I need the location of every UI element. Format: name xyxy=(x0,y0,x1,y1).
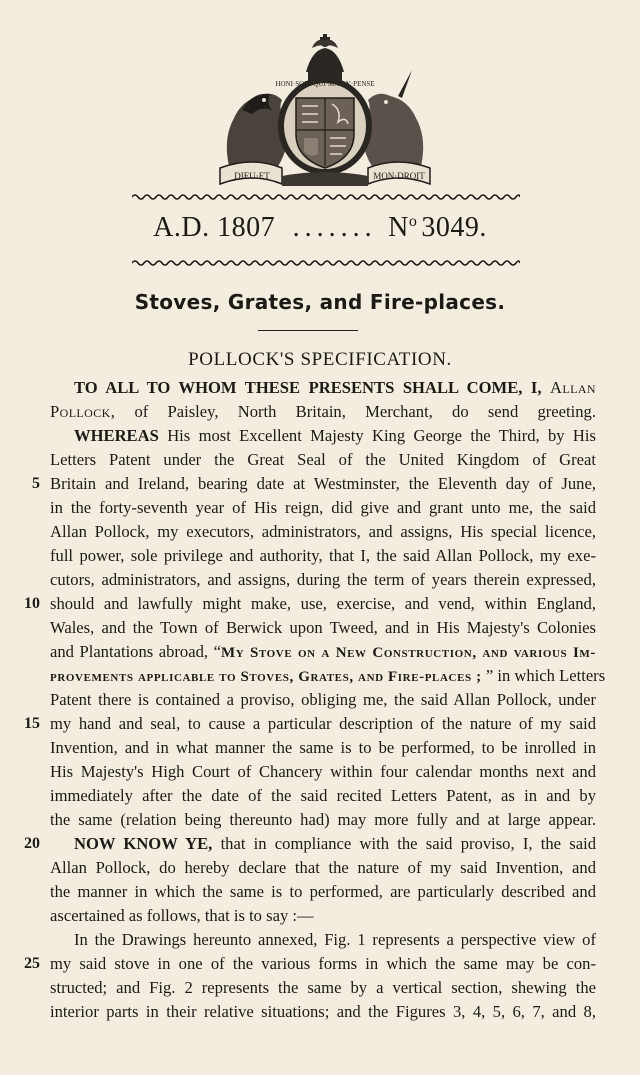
body-line: Allan Pollock, do hereby declare that the nature of my said Invention, and xyxy=(50,858,596,877)
body-line: structed; and Fig. 2 represents the same by a vertical section, shewing the xyxy=(50,978,596,997)
body-line: immediately after the date of the said recited Letters Patent, as in and by xyxy=(50,786,596,805)
body-line: TO ALL TO WHOM THESE PRESENTS SHALL COME, I, Allan xyxy=(74,378,596,397)
body-line: interior parts in their relative situations; and the Figures 3, 4, 5, 6, 7, and 8, xyxy=(50,1002,596,1021)
body-line: Letters Patent under the Great Seal of the United Kingdom of Great xyxy=(50,450,596,469)
number-prefix: N xyxy=(388,212,409,243)
body-line: in the forty-seventh year of His reign, did give and grant unto me, the said xyxy=(50,498,596,517)
body-line: ascertained as follows, that is to say :— xyxy=(50,906,314,925)
body-line: should and lawfully might make, use, exercise, and vend, within England, xyxy=(50,594,596,613)
body-line: His Majesty's High Court of Chancery within four calendar months next and xyxy=(50,762,596,781)
heading-rule xyxy=(258,330,358,331)
body-line: my said stove in one of the various forms in which the same may be con- xyxy=(50,954,596,973)
body-line: Wales, and the Town of Berwick upon Tweed, and in His Majesty's Colonies xyxy=(50,618,596,637)
motto-left: DIEU·ET xyxy=(234,171,270,181)
body-line: the manner in which the same is to performed, are particularly described and xyxy=(50,882,596,901)
body-line: my hand and seal, to cause a particular description of the nature of my said xyxy=(50,714,596,733)
number-sup: o xyxy=(408,213,418,230)
patent-year: A.D. 1807 xyxy=(153,212,276,243)
motto-right: MON·DROIT xyxy=(373,171,425,181)
body-line: provements applicable to Stoves, Grates, and Fire-places ; ” in which Letters xyxy=(50,666,606,685)
body-line: Allan Pollock, my executors, administrators, and assigns, His special licence, xyxy=(50,522,596,541)
line-number: 20 xyxy=(24,835,40,852)
body-line: and Plantations abroad, “My Stove on a New Construction, and various Im- xyxy=(50,642,596,661)
garter-motto: HONI·SOIT·QUI·MAL·Y·PENSE xyxy=(275,80,375,88)
patent-number: 3049. xyxy=(421,212,487,243)
wavy-rule-top xyxy=(132,193,520,201)
line-number: 10 xyxy=(24,595,40,612)
body-line: the same (relation being thereunto had) may more fully and at large appear. xyxy=(50,810,596,829)
line-number: 25 xyxy=(24,955,40,972)
body-line: In the Drawings hereunto annexed, Fig. 1 represents a perspective view of xyxy=(74,930,596,949)
body-line: Britain and Ireland, bearing date at Westminster, the Eleventh day of June, xyxy=(50,474,596,493)
line-number: 15 xyxy=(24,715,40,732)
body-line: full power, sole privilege and authority, that I, the said Allan Pollock, my exe- xyxy=(50,546,596,565)
dateline-dots: ....... xyxy=(292,212,377,243)
body-line: WHEREAS His most Excellent Majesty King George the Third, by His xyxy=(74,426,596,445)
compartment-ground xyxy=(282,172,368,186)
line-number: 5 xyxy=(32,475,40,492)
royal-coat-of-arms xyxy=(212,30,438,188)
subject-heading: Stoves, Grates, and Fire-places. xyxy=(134,290,506,314)
body-line: Pollock, of Paisley, North Britain, Merchant, do send greeting. xyxy=(50,402,596,421)
patent-dateline xyxy=(0,212,640,244)
body-line: Invention, and in what manner the same is to be performed, to be inrolled in xyxy=(50,738,596,757)
wavy-rule-bottom xyxy=(132,259,520,267)
specification-title: POLLOCK'S SPECIFICATION. xyxy=(188,349,452,370)
body-line: cutors, administrators, and assigns, during the term of years therein expressed, xyxy=(50,570,596,589)
body-line: Patent there is contained a proviso, obliging me, the said Allan Pollock, under xyxy=(50,690,596,709)
body-line: NOW KNOW YE, that in compliance with the said proviso, I, the said xyxy=(74,834,596,853)
